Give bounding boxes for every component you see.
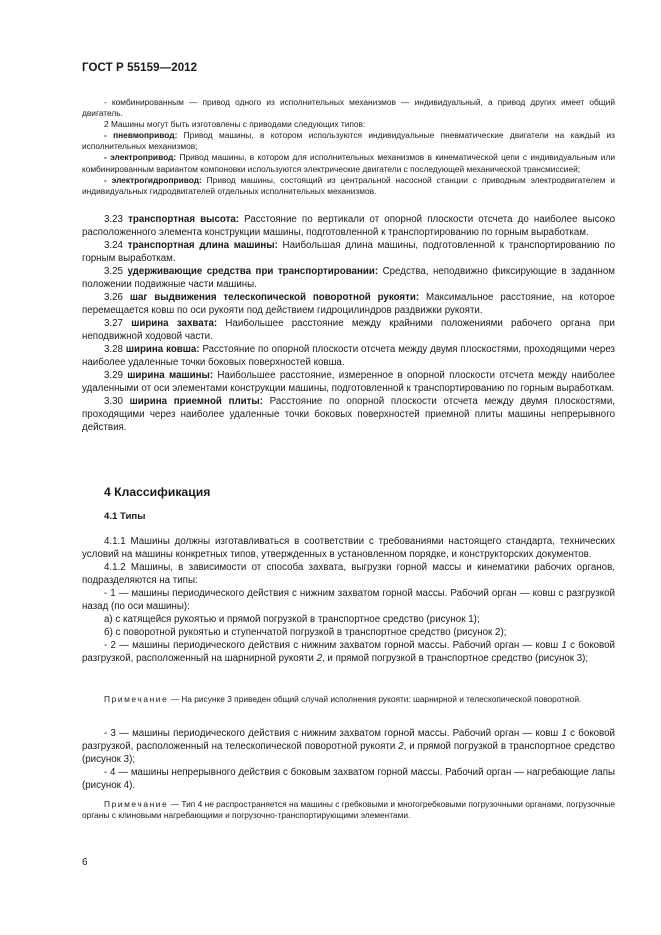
- subsection-4-1-heading-block: [82, 511, 615, 522]
- type-3-item: - 3 — машины периодического действия с нижним захватом горной массы. Рабочий орган — ковш 1 с боковой разгрузкой, расположенный на телескопической поворотной рукояти 2, и прямой погрузкой в транспортное средство (рисунок 3);: [82, 728, 615, 765]
- subsection-heading: 4.1 Типы: [104, 511, 146, 522]
- note-2-label: Примечание: [104, 799, 169, 809]
- definition-3-28: 3.28 ширина ковша: Расстояние по опорной плоскости отсчета между двумя плоскостями, проходящими через наиболее удаленные точки боковых поверхностей ковша.: [82, 344, 615, 368]
- section-4-body: [82, 535, 615, 665]
- definition-3-30: 3.30 ширина приемной плиты: Расстояние по опорной плоскости отсчета между двумя плоскостями, проходящими через наиболее удаленные точки боковых поверхностей приемной плиты машины непрерывного действия.: [82, 396, 615, 433]
- paragraph-4-1-1: 4.1.1 Машины должны изготавливаться в соответствии с требованиями настоящего стандарта, технических условий на машины конкретных типов, утвержденных в установленном порядке, и конструкторских документов.: [82, 536, 615, 560]
- paragraph-combined-drive: - комбинированным — привод одного из исполнительных механизмов — индивидуальный, а привод других имеет общий двигатель.: [82, 97, 615, 119]
- note-1: Примечание — На рисунке 3 приведен общий случай исполнения рукояти: шарнирной и телескопической поворотной.: [104, 694, 582, 704]
- note-2-block: [82, 799, 615, 821]
- term-electrohydraulic-drive: - электрогидропривод:: [104, 174, 202, 185]
- definition-3-23: 3.23 транспортная высота: Расстояние по вертикали от опорной плоскости отсчета до наиболее высоко расположенного элемента конструкции машины, подготовленной к транспортированию по горным выработкам.: [82, 214, 615, 238]
- page-number: 6: [82, 857, 88, 868]
- definition-3-29: 3.29 ширина машины: Наибольшее расстояние, измеренное в опорной плоскости отсчета между наиболее удаленными от оси элементами конструкции машины, подготовленной к транспортированию по горным выработкам.: [82, 370, 616, 394]
- drive-types-block: [82, 97, 615, 197]
- section-4-heading-block: [82, 485, 615, 499]
- paragraph-electric-drive: - электропривод: Привод машины, в котором для исполнительных механизмов в кинематической цепи с индивидуальным или комбинированным вариантом компоновки используются электрические двигатели с последующей механической трансмиссией;: [82, 152, 615, 174]
- paragraph-electrohydraulic-drive: - электрогидропривод: Привод машины, состоящий из центральной насосной станции с приводным электродвигателем и индивидуальных гидродвигателей отдельных исполнительных механизмов.: [82, 174, 615, 196]
- section-heading: 4 Классификация: [104, 485, 211, 499]
- definition-3-25: 3.25 удерживающие средства при транспортировании: Средства, неподвижно фиксирующие в заданном положении подвижные части машины.: [82, 266, 615, 290]
- note-1-block: [82, 694, 615, 705]
- paragraph-pneumatic-drive: - пневмопривод: Привод машины, в котором используются индивидуальные пневматические двигатели на каждый из исполнительных механизмов;: [82, 130, 616, 152]
- term-electric-drive: - электропривод:: [104, 152, 177, 163]
- definitions-block: [82, 213, 615, 434]
- note-2: Примечание — Тип 4 не распространяется на машины с гребковыми и многогребковыми погрузочными органами, погрузочные органы с клиновыми нагребающими и погрузочно-транспортирующими элементами.: [82, 799, 615, 821]
- type-4-item: - 4 — машины непрерывного действия с боковым захватом горной массы. Рабочий орган — нагребающие лапы (рисунок 4).: [82, 767, 615, 791]
- type-1-variant-a: а) с катящейся рукоятью и прямой погрузкой в транспортное средство (рисунок 1);: [104, 614, 480, 625]
- term-pneumatic-drive: - пневмопривод:: [104, 130, 178, 141]
- types-3-4-block: [82, 727, 615, 792]
- definition-3-24: 3.24 транспортная длина машины: Наибольшая длина машины, подготовленной к транспортированию по горным выработкам.: [82, 240, 616, 264]
- definition-3-26: 3.26 шаг выдвижения телескопической поворотной рукояти: Максимальное расстояние, на которое перемещается ковш по оси рукояти под действием гидроцилиндров раздвижки рукояти.: [82, 292, 615, 316]
- type-1-variant-b: б) с поворотной рукоятью и ступенчатой погрузкой в транспортное средство (рисунок 2);: [104, 627, 507, 638]
- definition-3-27: 3.27 ширина захвата: Наибольшее расстояние между крайними положениями рабочего органа при неподвижной ходовой части.: [82, 318, 615, 342]
- type-1-item: - 1 — машины периодического действия с нижним захватом горной массы. Рабочий орган — ковш с разгрузкой назад (по оси машины):: [82, 588, 615, 612]
- document-header: ГОСТ Р 55159—2012: [82, 62, 198, 74]
- paragraph-drive-types-intro: 2 Машины могут быть изготовлены с приводами следующих типов:: [104, 119, 366, 130]
- note-1-label: Примечание: [104, 694, 169, 704]
- paragraph-4-1-2: 4.1.2 Машины, в зависимости от способа захвата, выгрузки горной массы и кинематики рабочих органов, подразделяются на типы:: [82, 562, 615, 586]
- type-2-item: - 2 — машины периодического действия с нижним захватом горной массы. Рабочий орган — ковш 1 с боковой разгрузкой, расположенный на шарнирной рукояти 2, и прямой погрузкой в транспортное средство (рисунок 3);: [82, 640, 615, 664]
